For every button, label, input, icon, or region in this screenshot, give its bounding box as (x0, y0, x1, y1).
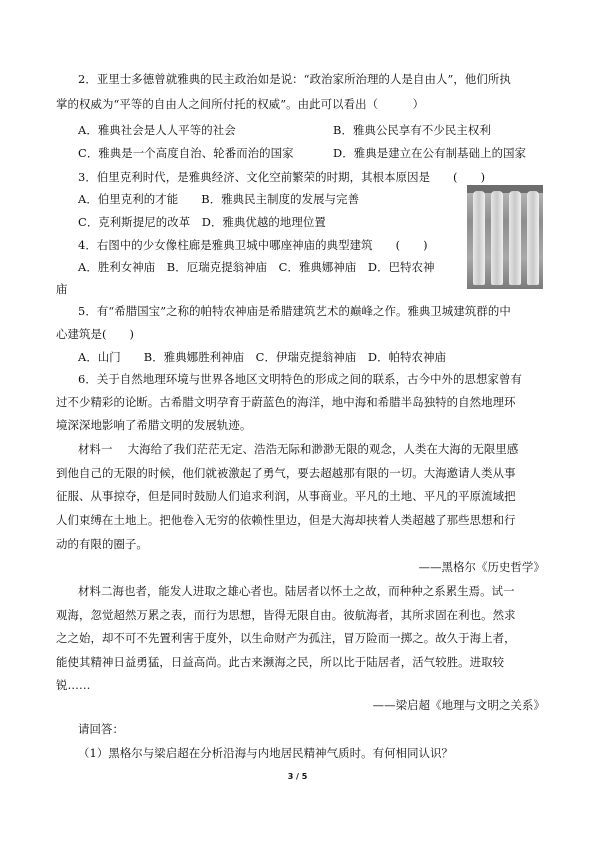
page-number: 3 / 5 (287, 772, 308, 781)
material-2-line-4: 能使其精神日益勇猛，日益高尚。此古来濒海之民，所以比于陆居者，活气较胜。进取较 (56, 655, 505, 669)
question-2-option-a: A．雅典社会是人人平等的社会 (78, 123, 236, 137)
material-1-line-2: 到他自己的无限的时候，他们就被激起了勇气，要去超越那有限的一切。大海邀请人类从事 (56, 466, 516, 480)
question-5-options: A．山门 B．雅典娜胜利神庙 C．伊瑞克提翁神庙 D．帕特农神庙 (78, 350, 447, 364)
material-1-line-3: 征服、从事掠夺，但是同时鼓励人们追求利润，从事商业。平凡的土地、平凡的平原流域把 (56, 489, 516, 503)
answer-prompt: 请回答： (78, 722, 124, 736)
material-1-line-1: 材料一 大海给了我们茫茫无定、浩浩无际和渺渺无限的观念，人类在大海的无限里感 (78, 442, 519, 456)
material-1-line-5: 动的有限的圈子。 (56, 537, 148, 551)
question-2-option-c: C．雅典是一个高度自治、轮番而治的国家 (78, 146, 294, 160)
question-4-options: A．胜利女神庙 B．厄瑞克提翁神庙 C．雅典娜神庙 D．巴特农神 (78, 260, 435, 274)
material-2-line-2: 观海，忽觉超然万累之表，而行为思想，皆得无限自由。彼航海者，其所求固在利也。然求 (56, 608, 516, 622)
question-6-line-3: 境深深地影响了希腊文明的发展轨迹。 (56, 418, 252, 432)
question-2-line-1: 2．亚里士多德曾就雅典的民主政治如是说：“政治家所治理的人是自由人”，他们所执 (78, 72, 511, 86)
material-2-citation: ——梁启超《地理与文明之关系》 (372, 698, 545, 712)
question-5-line-1: 5．有“希腊国宝”之称的帕特农神庙是希腊建筑艺术的巅峰之作。雅典卫城建筑群的中 (78, 304, 511, 318)
question-5-line-2: 心建筑是( ) (56, 327, 135, 341)
question-2-option-b: B．雅典公民享有不少民主权利 (333, 123, 491, 137)
question-6-line-1: 6．关于自然地理环境与世界各地区文明特色的形成之间的联系，古今中外的思想家曾有 (78, 372, 522, 386)
question-2-line-2: 掌的权威为“平等的自由人之间所付托的权威”。由此可以看出（ ） (56, 97, 425, 111)
caryatid-photo (467, 185, 543, 289)
question-4-stem: 4．右图中的少女像柱廊是雅典卫城中哪座神庙的典型建筑 ( ) (78, 238, 428, 252)
material-1-citation: ——黑格尔《历史哲学》 (418, 560, 545, 574)
material-1-line-4: 人们束缚在土地上。把他卷入无穷的依赖性里边，但是大海却挟着人类超越了那些思想和行 (56, 513, 516, 527)
question-3-options-cd: C．克利斯提尼的改革 D．雅典优越的地理位置 (78, 215, 326, 229)
question-3-options-ab: A．伯里克利的才能 B．雅典民主制度的发展与完善 (78, 192, 360, 206)
question-6-line-2: 过不少精彩的论断。古希腊文明孕育于蔚蓝色的海洋，地中海和希腊半岛独特的自然地理环 (56, 395, 516, 409)
material-2-line-1: 材料二海也者，能发人进取之雄心者也。陆居者以怀土之故，而种种之系累生焉。试一 (78, 584, 515, 598)
question-4-options-wrap: 庙 (56, 282, 68, 296)
material-2-line-5: 锐…… (56, 678, 91, 692)
sub-question-1: （1）黑格尔与梁启超在分析沿海与内地居民精神气质时。有何相同认识？ (78, 746, 454, 760)
question-3-stem: 3．伯里克利时代，是雅典经济、文化空前繁荣的时期，其根本原因是 ( ) (78, 170, 486, 184)
material-2-line-3: 之之始，却不可不先置利害于度外，以生命财产为孤注，冒万险而一掷之。故久于海上者， (56, 631, 516, 645)
question-2-option-d: D．雅典是建立在公有制基础上的国家 (333, 146, 527, 160)
